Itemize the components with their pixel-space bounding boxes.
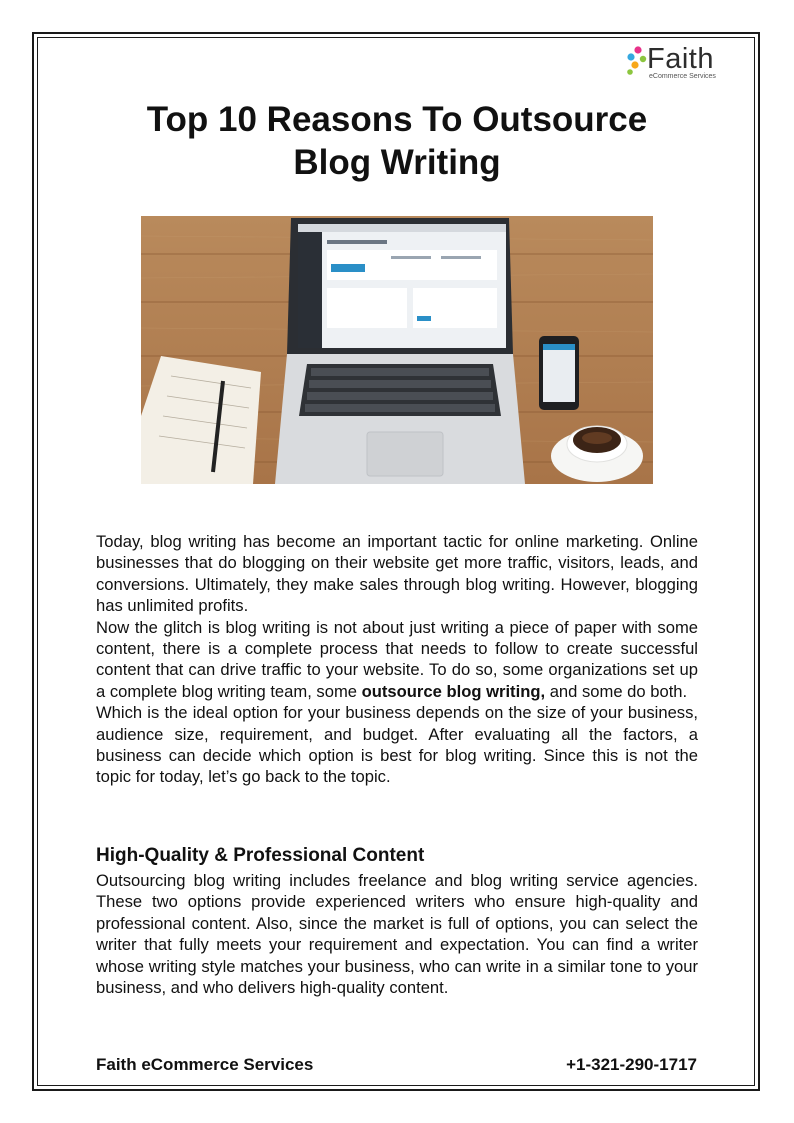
- section-heading: High-Quality & Professional Content: [96, 845, 425, 866]
- intro-paragraph-3: Which is the ideal option for your business depends on the size of your business, audience size, requirement, and budget. After evaluating all the factors, a business can decide which option is best for blog writing. Since this is not the topic for today, let’s go back to the topic.: [96, 703, 698, 787]
- page-title: [60, 98, 734, 184]
- section-paragraph: Outsourcing blog writing includes freelance and blog writing service agencies. These two options provide experienced writers who ensure high-quality and professional content. Also, since the market is full of options, you can select the writer that fully meets your requirement and expectation. You can find a writer whose writing style matches your business, who can write in a similar tone to your business, and who delivers high-quality content.: [96, 871, 698, 998]
- outsource-blog-writing-emphasis: outsource blog writing,: [361, 681, 546, 701]
- faith-logo: [626, 45, 736, 85]
- footer-phone: +1-321-290-1717: [566, 1055, 697, 1074]
- footer-company: Faith eCommerce Services: [96, 1055, 314, 1074]
- intro-p2-text-end: and some do both.: [545, 681, 688, 701]
- logo-subtitle: eCommerce Services: [649, 73, 716, 80]
- intro-paragraph-2: [96, 617, 698, 703]
- logo-wordmark: Faith: [647, 43, 714, 75]
- intro-paragraph-1: Today, blog writing has become an important tactic for online marketing. Online businesses that do blogging on their website get more traffic, visitors, leads, and conversions. Ultimately, they make sales through blog writing. However, blogging has unlimited profits.: [96, 532, 698, 616]
- logo-petals-icon: [626, 45, 648, 79]
- intro-p2-text-start: Now the glitch is blog writing is not about just writing a piece of paper with some content, there is a complete process that needs to follow to create successful content that can drive traffic to your website. To do so, some organizations set up a complete blog writing team, some: [96, 617, 698, 701]
- title-line-1: Top 10 Reasons To Outsource: [146, 100, 648, 139]
- intro-text: [96, 531, 698, 788]
- title-line-2: Blog Writing: [293, 143, 501, 182]
- hero-photo-laptop-desk: [141, 216, 653, 484]
